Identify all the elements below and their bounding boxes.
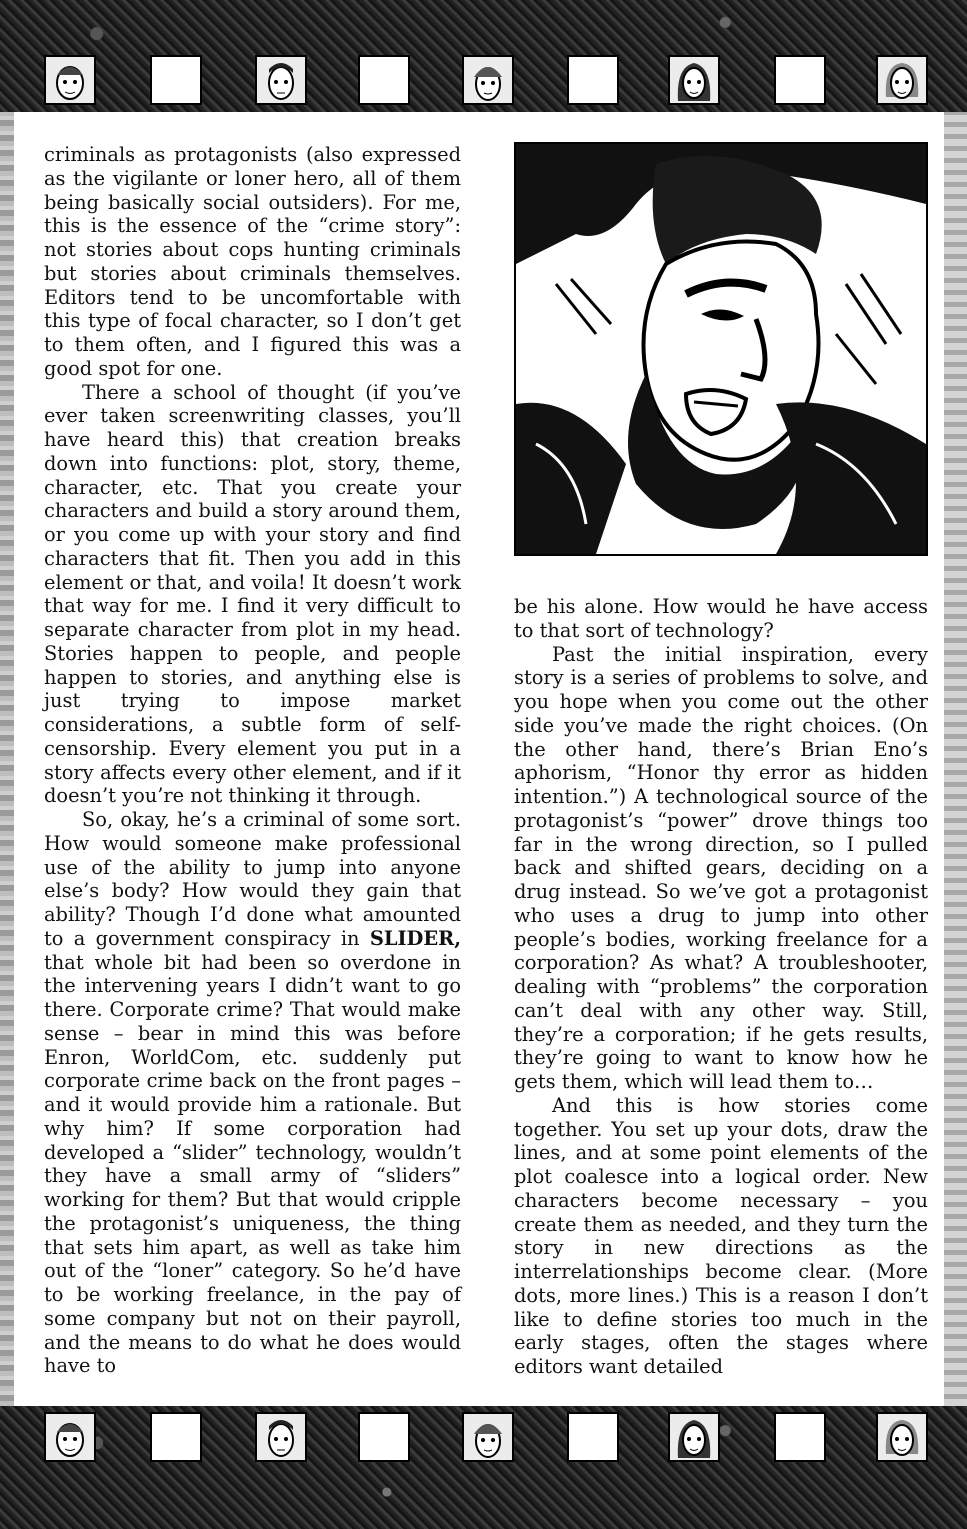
film-frame-face xyxy=(668,55,720,105)
face-icon xyxy=(878,57,926,103)
face-icon xyxy=(464,1414,512,1460)
film-frame-blank xyxy=(150,55,202,105)
paragraph-text: that whole bit had been so overdone in the intervening years I didn’t want to go there. Corporate crime? That would make sense – bear in mind this was before Enron, WorldCom, etc. suddenly put corporate crime back on the front pages – and it would provide him a rationale. But why him? If some corporation had developed a “slider” technology, wouldn’t they have a small army of “sliders” working for them? But that would cripple the protagonist’s uniqueness, the thing that sets him apart, as well as take him out of the “loner” category. So he’d have to be working freelance, in the pay of some company but not on their payroll, and the means to do what he does would have to xyxy=(44,950,461,1378)
paragraph: criminals as protagonists (also expressed as the vigilante or loner hero, all of them being basically social outsiders). For me, this is the essence of the “crime story”: not stories about cops hunting criminals but stories about criminals themselves. Editors tend to be uncomfortable with this type of focal character, so I don’t get to them often, and I figured this was a good spot for one. xyxy=(44,143,461,380)
face-icon xyxy=(670,57,718,103)
film-frame-face xyxy=(876,1412,928,1462)
film-frame-face xyxy=(462,55,514,105)
face-icon xyxy=(257,57,305,103)
face-icon xyxy=(46,57,94,103)
article-left-column xyxy=(44,143,461,1378)
film-frame-face xyxy=(462,1412,514,1462)
film-frame-blank xyxy=(567,1412,619,1462)
face-icon xyxy=(257,1414,305,1460)
article-right-column xyxy=(514,595,928,1379)
film-frame-face xyxy=(44,55,96,105)
film-frame-blank xyxy=(358,55,410,105)
face-icon xyxy=(464,57,512,103)
film-frame-blank xyxy=(150,1412,202,1462)
film-frame-blank xyxy=(774,1412,826,1462)
film-frame-face xyxy=(44,1412,96,1462)
paragraph: Past the initial inspiration, every story is a series of problems to solve, and you hope when you come out the other side you’ve made the right choices. (On the other hand, there’s Brian Eno’s aphorism, “Honor thy error as hidden intention.”) A technological source of the protagonist’s “power” drove things too far in the wrong direction, so I pulled back and shifted gears, deciding on a drug instead. So we’ve got a protagonist who uses a drug to jump into other people’s bodies, working freelance for a corporation? As what? A troubleshooter, dealing with “problems” the corporation can’t deal with any other way. Still, they’re a corporation; if he gets results, they’re going to want to know how he gets them, which will lead them to… xyxy=(514,642,928,1093)
paragraph xyxy=(44,808,461,1378)
title-reference: SLIDER, xyxy=(369,926,461,950)
paragraph: be his alone. How would he have access to that sort of technology? xyxy=(514,595,928,642)
ink-portrait-icon xyxy=(516,144,926,554)
paragraph: And this is how stories come together. You set up your dots, draw the lines, and at some point elements of the plot coalesce into a logical order. New characters become necessary – you create them as needed, and they turn the story in new directions as the interrelationships become clear. (More dots, more lines.) This is a reason I don’t like to define stories too much in the early stages, often the stages where editors want detailed xyxy=(514,1093,928,1378)
film-strip-bottom xyxy=(0,1412,967,1464)
face-icon xyxy=(878,1414,926,1460)
paragraph: There a school of thought (if you’ve ever taken screenwriting classes, you’ll have heard this) that creation breaks down into functions: plot, story, theme, character, etc. That you create your characters and build a story around them, or you come up with your story and find characters that fit. Then you add in this element or that, and voila! It doesn’t work that way for me. I find it very difficult to separate character from plot in my head. Stories happen to people, and people happen to stories, and anything else is just trying to impose market considerations, a subtle form of self-censorship. Every element you put in a story affects every other element, and if it doesn’t you’re not thinking it through. xyxy=(44,380,461,808)
right-page-edge xyxy=(944,112,967,1406)
illustration-man-face xyxy=(514,142,928,556)
film-frame-face xyxy=(876,55,928,105)
face-icon xyxy=(46,1414,94,1460)
film-frame-blank xyxy=(774,55,826,105)
film-strip-top xyxy=(0,55,967,107)
film-frame-blank xyxy=(567,55,619,105)
left-page-edge xyxy=(0,112,14,1406)
face-icon xyxy=(670,1414,718,1460)
film-frame-face xyxy=(255,1412,307,1462)
film-frame-face xyxy=(255,55,307,105)
film-frame-blank xyxy=(358,1412,410,1462)
paragraph-text: So, okay, he’s a criminal of some sort. How would someone make professional use of the ability to jump into anyone else’s body? How would they gain that ability? Though I’d done what amounted to a government conspiracy in xyxy=(44,808,461,950)
film-frame-face xyxy=(668,1412,720,1462)
